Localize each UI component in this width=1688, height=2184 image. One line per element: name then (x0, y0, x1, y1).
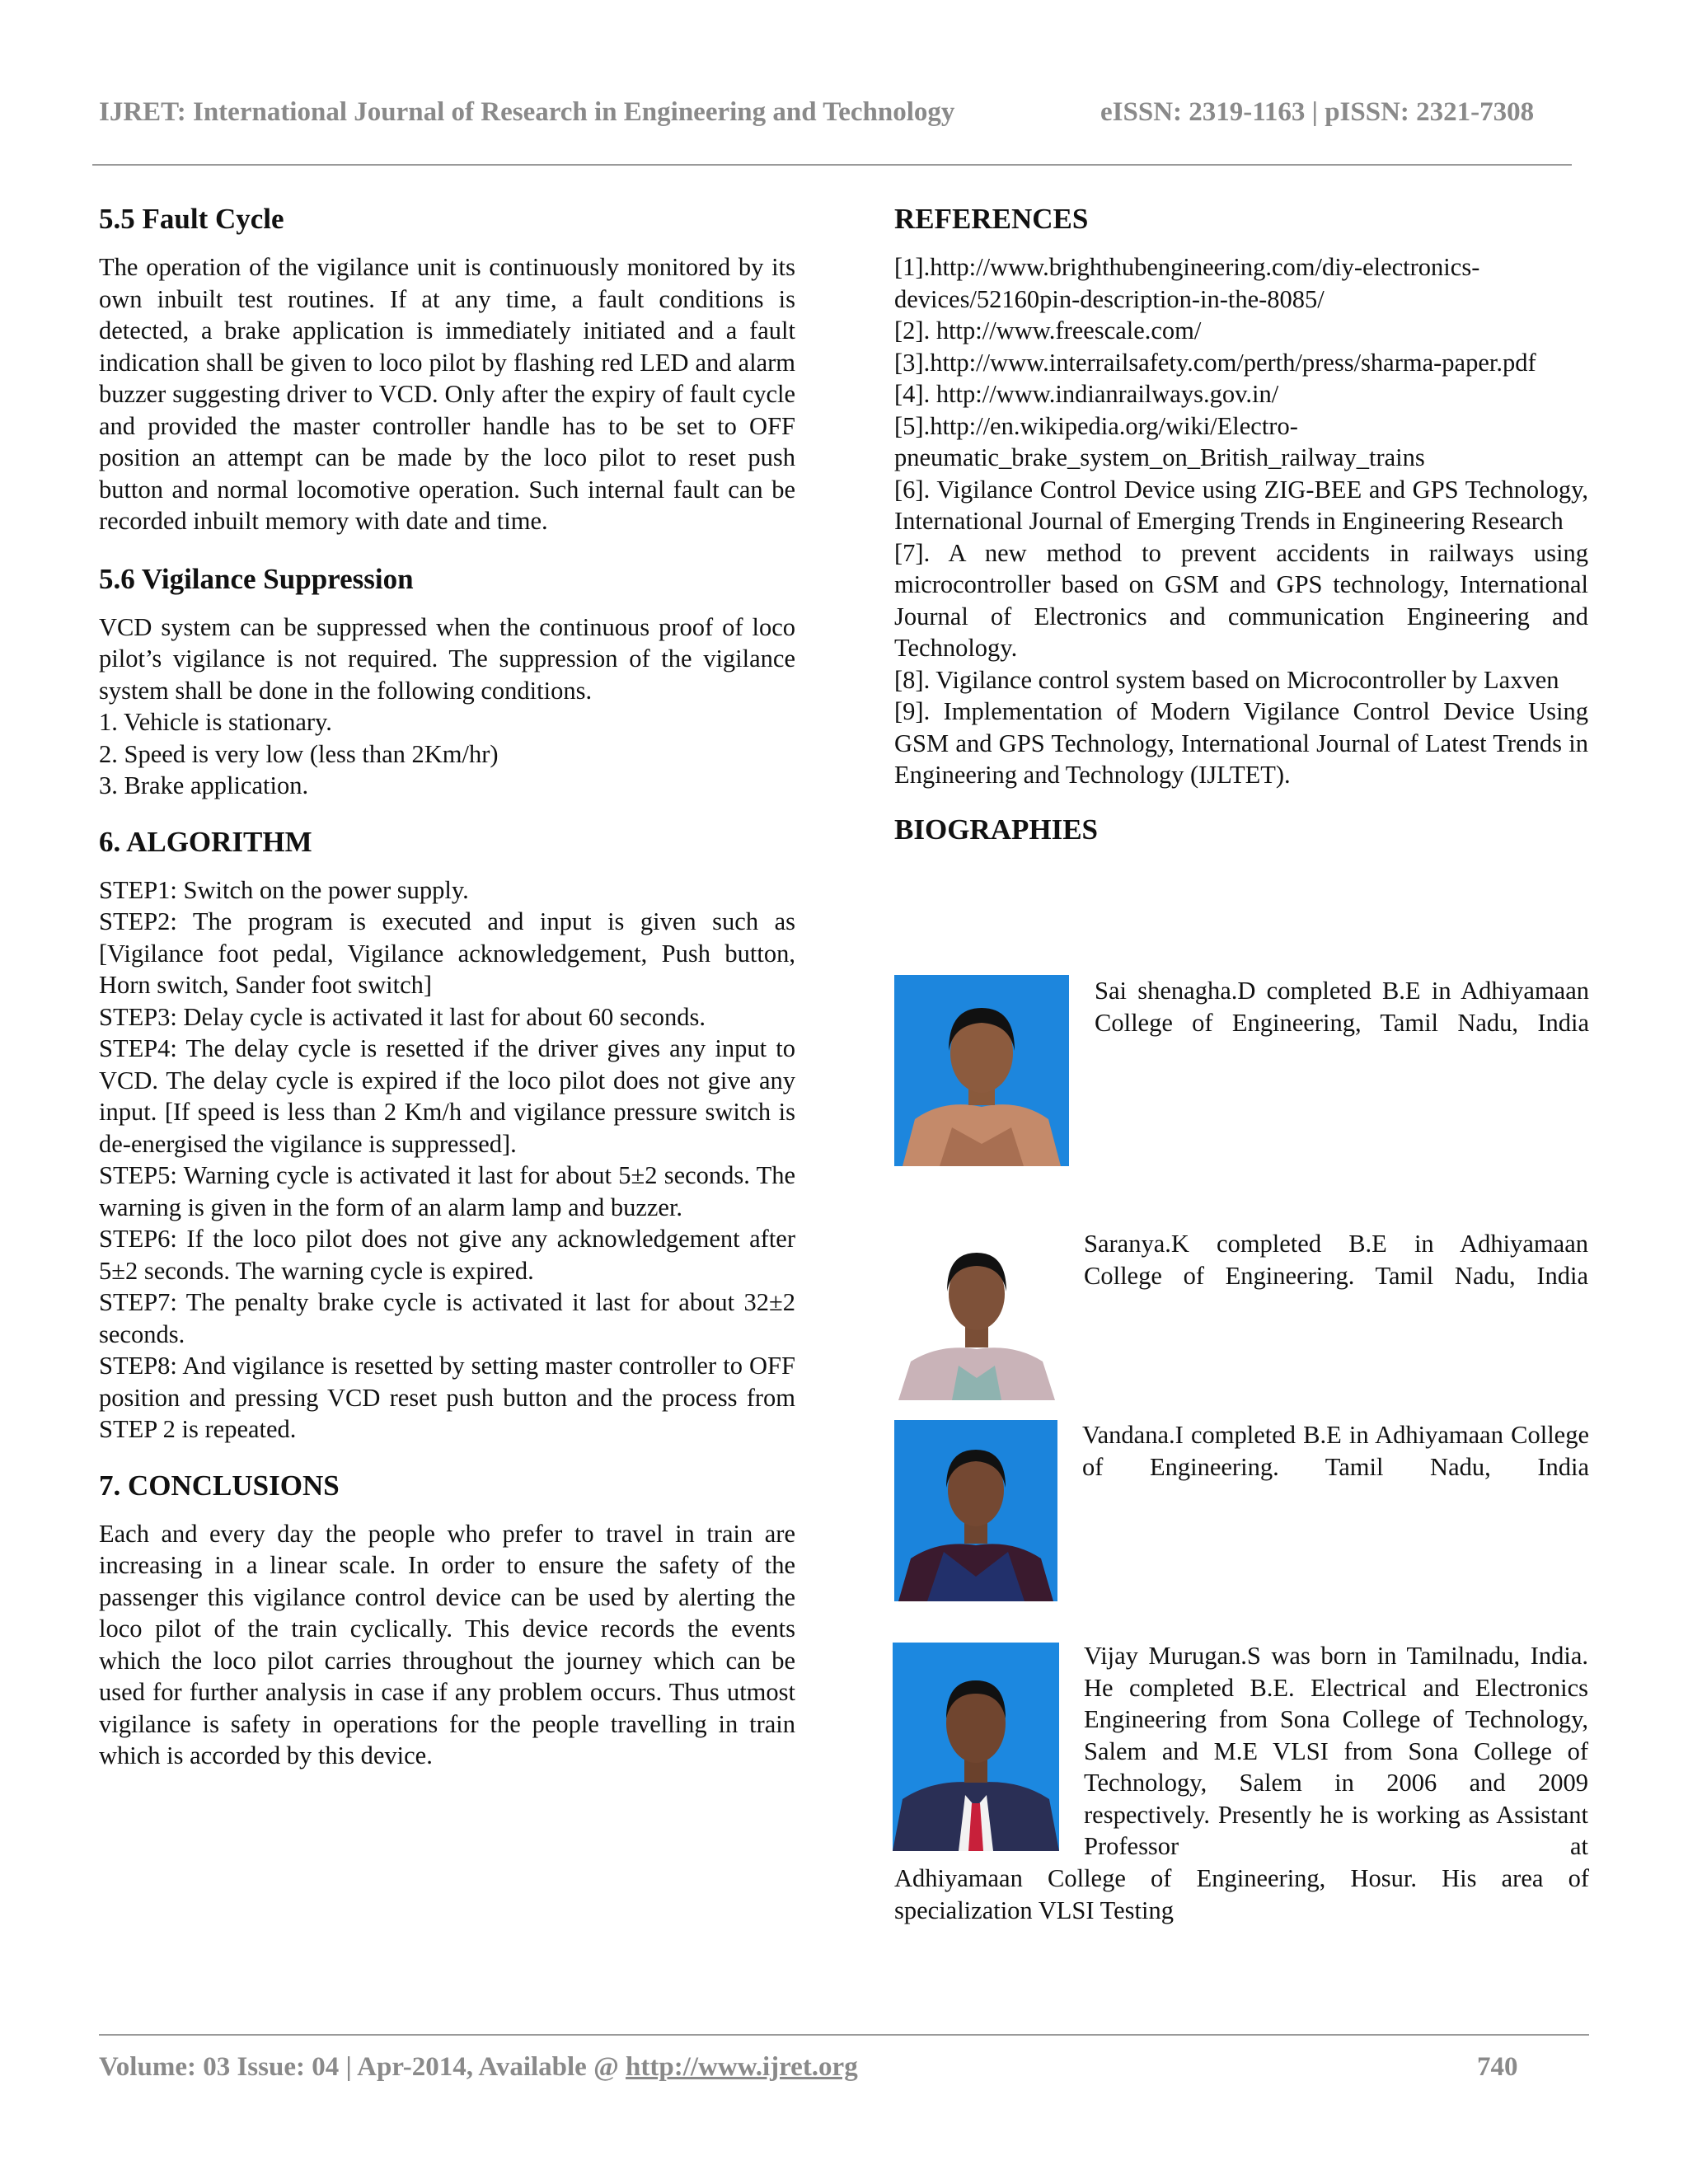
reference-item: [2]. http://www.freescale.com/ (894, 316, 1202, 344)
list-item: 3. Brake application. (99, 771, 309, 799)
author-photo-4 (893, 1643, 1059, 1851)
algorithm-step: STEP2: The program is executed and input is given such as [Vigilance foot pedal, Vigilance acknowledgement, Push button, Horn switch, Sander foot switch] (99, 907, 795, 999)
suppression-list (99, 706, 795, 802)
algorithm-step: STEP3: Delay cycle is activated it last for about 60 seconds. (99, 1002, 706, 1031)
footer-volume: Volume: 03 Issue: 04 | Apr-2014, Available @ http://www.ijret.org (99, 2052, 858, 2082)
header-rule (92, 164, 1572, 166)
page-number: 740 (1477, 2052, 1518, 2082)
algorithm-step: STEP5: Warning cycle is activated it last for about 5±2 seconds. The warning is given in the form of an alarm lamp and buzzer. (99, 1161, 795, 1221)
author-photo-1 (894, 975, 1069, 1166)
section-6-heading: 6. ALGORITHM (99, 825, 312, 858)
reference-item: [6]. Vigilance Control Device using ZIG-BEE and GPS Technology, International Journal of Emerging Trends in Engineering Research (894, 475, 1588, 535)
left-column (99, 202, 795, 1772)
right-column (894, 202, 1588, 847)
bio-1-text: Sai shenagha.D completed B.E in Adhiyamaan College of Engineering, Tamil Nadu, India (1095, 977, 1589, 1037)
section-7-body: Each and every day the people who prefer to travel in train are increasing in a linear scale. In order to ensure the safety of the passenger this vigilance control device can be used by alerting the loco pilot of the train cyclically. This device records the events which the loco pilot carries throughout the journey which can be used for further analysis in case if any problem occurs. Thus utmost vigilance is safety in operations for the people travelling in train which is accorded by this device. (99, 1519, 795, 1769)
reference-item: [8]. Vigilance control system based on Microcontroller by Laxven (894, 665, 1559, 694)
references-list (894, 251, 1588, 791)
algorithm-step: STEP8: And vigilance is resetted by setting master controller to OFF position and pressing VCD reset push button and the process from STEP 2 is repeated. (99, 1352, 795, 1443)
reference-item: [5].http://en.wikipedia.org/wiki/Electro-pneumatic_brake_system_on_British_railway_trains (894, 411, 1425, 471)
algorithm-step: STEP4: The delay cycle is resetted if the driver gives any input to VCD. The delay cycle is expired if the loco pilot does not give any input. [If speed is less than 2 Km/h and vigilance pressure switch is de-energised the vigilance is suppressed]. (99, 1034, 795, 1158)
reference-item: [4]. http://www.indianrailways.gov.in/ (894, 380, 1279, 408)
footer-rule (99, 2034, 1589, 2036)
bio-4-text-full: Adhiyamaan College of Engineering, Hosur. His area of specialization VLSI Testing (894, 1864, 1589, 1924)
biographies-heading: BIOGRAPHIES (894, 813, 1098, 846)
references-heading: REFERENCES (894, 203, 1089, 235)
journal-title: IJRET: International Journal of Research in Engineering and Technology (99, 97, 955, 127)
section-5-6-body: VCD system can be suppressed when the continuous proof of loco pilot’s vigilance is not required. The suppression of the vigilance system shall be done in the following conditions. (99, 612, 795, 705)
algorithm-step: STEP1: Switch on the power supply. (99, 875, 469, 904)
reference-item: [9]. Implementation of Modern Vigilance Control Device Using GSM and GPS Technology, International Journal of Latest Trends in Engineering and Technology (IJLTET). (894, 697, 1588, 789)
algorithm-step: STEP7: The penalty brake cycle is activated it last for about 32±2 seconds. (99, 1288, 795, 1348)
author-photo-3 (894, 1420, 1057, 1601)
bio-2-text: Saranya.K completed B.E in Adhiyamaan College of Engineering. Tamil Nadu, India (1084, 1230, 1588, 1290)
bio-3-text: Vandana.I completed B.E in Adhiyamaan College of Engineering. Tamil Nadu, India (1082, 1421, 1589, 1481)
section-5-6-heading: 5.6 Vigilance Suppression (99, 562, 414, 595)
reference-item: [3].http://www.interrailsafety.com/perth/press/sharma-paper.pdf (894, 348, 1536, 377)
section-7-heading: 7. CONCLUSIONS (99, 1469, 340, 1502)
journal-link[interactable]: http://www.ijret.org (626, 2052, 858, 2082)
author-photo-2 (894, 1221, 1059, 1400)
reference-item: [7]. A new method to prevent accidents in railways using microcontroller based on GSM and GPS technology, International Journal of Electronics and communication Engineering and Technology. (894, 538, 1588, 662)
section-5-5-heading: 5.5 Fault Cycle (99, 203, 284, 235)
list-item: 2. Speed is very low (less than 2Km/hr) (99, 739, 499, 768)
list-item: 1. Vehicle is stationary. (99, 708, 332, 736)
section-5-5-body: The operation of the vigilance unit is continuously monitored by its own inbuilt test routines. If at any time, a fault conditions is detected, a brake application is immediately initiated and a fault indication shall be given to loco pilot by flashing red LED and alarm buzzer suggesting driver to VCD. Only after the expiry of fault cycle and provided the master controller handle has to be set to OFF position an attempt can be made by the loco pilot to reset push button and normal locomotive operation. Such internal fault can be recorded inbuilt memory with date and time. (99, 253, 795, 535)
algorithm-step: STEP6: If the loco pilot does not give any acknowledgement after 5±2 seconds. The warning cycle is expired. (99, 1225, 795, 1285)
bio-4-text-wrap: Vijay Murugan.S was born in Tamilnadu, India. He completed B.E. Electrical and Electronics Engineering from Sona College of Technology, Salem and M.E VLSI from Sona College of Technology, Salem in 2006 and 2009 respectively. Presently he is working as Assistant Professor at (1084, 1642, 1588, 1860)
issn-label: eISSN: 2319-1163 | pISSN: 2321-7308 (1100, 97, 1535, 127)
algorithm-steps (99, 874, 795, 1446)
reference-item: [1].http://www.brighthubengineering.com/diy-electronics-devices/52160pin-description-in-the-8085/ (894, 253, 1480, 313)
